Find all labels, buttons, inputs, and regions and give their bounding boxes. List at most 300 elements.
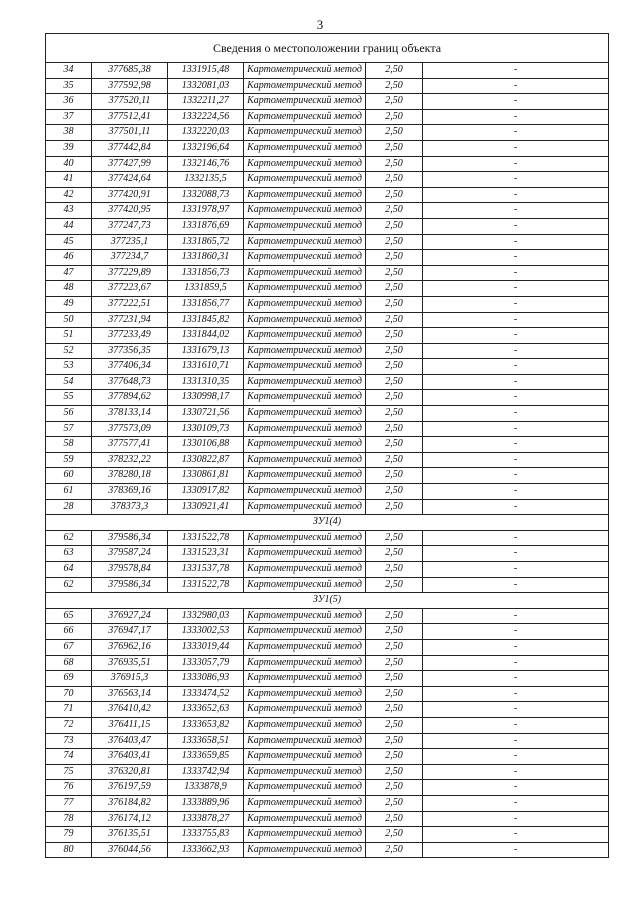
x-coordinate-cell: 377442,84 [92, 140, 168, 156]
x-coordinate-cell: 378373,3 [92, 499, 168, 515]
accuracy-cell: 2,50 [366, 296, 423, 312]
y-coordinate-cell: 1330998,17 [168, 390, 244, 406]
y-coordinate-cell: 1331859,5 [168, 281, 244, 297]
y-coordinate-cell: 1333474,52 [168, 686, 244, 702]
accuracy-cell: 2,50 [366, 203, 423, 219]
y-coordinate-cell: 1330917,82 [168, 484, 244, 500]
y-coordinate-cell: 1332135,5 [168, 172, 244, 188]
description-cell: - [423, 406, 609, 422]
table-row [46, 187, 609, 203]
description-cell: - [423, 343, 609, 359]
accuracy-cell: 2,50 [366, 406, 423, 422]
accuracy-cell: 2,50 [366, 250, 423, 266]
y-coordinate-cell: 1331610,71 [168, 359, 244, 375]
accuracy-cell: 2,50 [366, 140, 423, 156]
y-coordinate-cell: 1331537,78 [168, 562, 244, 578]
table-row [46, 717, 609, 733]
description-cell: - [423, 63, 609, 79]
description-cell: - [423, 562, 609, 578]
accuracy-cell: 2,50 [366, 671, 423, 687]
method-cell: Картометрический метод [244, 312, 366, 328]
method-cell: Картометрический метод [244, 749, 366, 765]
accuracy-cell: 2,50 [366, 546, 423, 562]
accuracy-cell: 2,50 [366, 468, 423, 484]
x-coordinate-cell: 377685,38 [92, 63, 168, 79]
y-coordinate-cell: 1332980,03 [168, 608, 244, 624]
accuracy-cell: 2,50 [366, 764, 423, 780]
method-cell: Картометрический метод [244, 577, 366, 593]
point-number-cell: 53 [46, 359, 92, 375]
description-cell: - [423, 312, 609, 328]
x-coordinate-cell: 376184,82 [92, 795, 168, 811]
table-row [46, 811, 609, 827]
table-row [46, 577, 609, 593]
method-cell: Картометрический метод [244, 546, 366, 562]
method-cell: Картометрический метод [244, 811, 366, 827]
y-coordinate-cell: 1330921,41 [168, 499, 244, 515]
description-cell: - [423, 109, 609, 125]
description-cell: - [423, 125, 609, 141]
table-row [46, 218, 609, 234]
table-row [46, 437, 609, 453]
method-cell: Картометрический метод [244, 437, 366, 453]
method-cell: Картометрический метод [244, 250, 366, 266]
y-coordinate-cell: 1331978,97 [168, 203, 244, 219]
table-row [46, 140, 609, 156]
description-cell: - [423, 265, 609, 281]
description-cell: - [423, 281, 609, 297]
description-cell: - [423, 140, 609, 156]
y-coordinate-cell: 1330106,88 [168, 437, 244, 453]
point-number-cell: 75 [46, 764, 92, 780]
y-coordinate-cell: 1333662,93 [168, 842, 244, 858]
method-cell: Картометрический метод [244, 63, 366, 79]
method-cell: Картометрический метод [244, 187, 366, 203]
x-coordinate-cell: 377233,49 [92, 328, 168, 344]
table-row [46, 156, 609, 172]
y-coordinate-cell: 1333889,96 [168, 795, 244, 811]
point-number-cell: 79 [46, 827, 92, 843]
table-row [46, 94, 609, 110]
point-number-cell: 67 [46, 639, 92, 655]
section-label: ЗУ1(4) [46, 515, 609, 531]
method-cell: Картометрический метод [244, 624, 366, 640]
accuracy-cell: 2,50 [366, 187, 423, 203]
accuracy-cell: 2,50 [366, 63, 423, 79]
point-number-cell: 56 [46, 406, 92, 422]
x-coordinate-cell: 378232,22 [92, 452, 168, 468]
table-row [46, 530, 609, 546]
y-coordinate-cell: 1332196,64 [168, 140, 244, 156]
x-coordinate-cell: 376044,56 [92, 842, 168, 858]
accuracy-cell: 2,50 [366, 109, 423, 125]
description-cell: - [423, 624, 609, 640]
table-row [46, 562, 609, 578]
boundary-coordinates-table [45, 33, 609, 858]
method-cell: Картометрический метод [244, 265, 366, 281]
description-cell: - [423, 842, 609, 858]
point-number-cell: 65 [46, 608, 92, 624]
accuracy-cell: 2,50 [366, 421, 423, 437]
table-row [46, 702, 609, 718]
point-number-cell: 55 [46, 390, 92, 406]
method-cell: Картометрический метод [244, 671, 366, 687]
description-cell: - [423, 452, 609, 468]
accuracy-cell: 2,50 [366, 780, 423, 796]
method-cell: Картометрический метод [244, 281, 366, 297]
method-cell: Картометрический метод [244, 296, 366, 312]
y-coordinate-cell: 1330721,56 [168, 406, 244, 422]
table-row [46, 125, 609, 141]
table-row [46, 655, 609, 671]
description-cell: - [423, 499, 609, 515]
section-row [46, 593, 609, 609]
accuracy-cell: 2,50 [366, 156, 423, 172]
y-coordinate-cell: 1331679,13 [168, 343, 244, 359]
table-row [46, 234, 609, 250]
point-number-cell: 59 [46, 452, 92, 468]
x-coordinate-cell: 376947,17 [92, 624, 168, 640]
point-number-cell: 80 [46, 842, 92, 858]
x-coordinate-cell: 376411,15 [92, 717, 168, 733]
description-cell: - [423, 530, 609, 546]
x-coordinate-cell: 377512,41 [92, 109, 168, 125]
table-row [46, 63, 609, 79]
point-number-cell: 60 [46, 468, 92, 484]
x-coordinate-cell: 376410,42 [92, 702, 168, 718]
table-row [46, 764, 609, 780]
x-coordinate-cell: 379586,34 [92, 530, 168, 546]
x-coordinate-cell: 377356,35 [92, 343, 168, 359]
accuracy-cell: 2,50 [366, 717, 423, 733]
table-row [46, 78, 609, 94]
accuracy-cell: 2,50 [366, 577, 423, 593]
table-row [46, 484, 609, 500]
method-cell: Картометрический метод [244, 686, 366, 702]
x-coordinate-cell: 377501,11 [92, 125, 168, 141]
page-number: 3 [316, 17, 324, 32]
accuracy-cell: 2,50 [366, 390, 423, 406]
section-label: ЗУ1(5) [46, 593, 609, 609]
table-row [46, 421, 609, 437]
accuracy-cell: 2,50 [366, 437, 423, 453]
table-row [46, 265, 609, 281]
y-coordinate-cell: 1333652,63 [168, 702, 244, 718]
description-cell: - [423, 374, 609, 390]
point-number-cell: 63 [46, 546, 92, 562]
point-number-cell: 78 [46, 811, 92, 827]
point-number-cell: 52 [46, 343, 92, 359]
x-coordinate-cell: 377894,62 [92, 390, 168, 406]
x-coordinate-cell: 376320,81 [92, 764, 168, 780]
table-row [46, 639, 609, 655]
table-row [46, 406, 609, 422]
y-coordinate-cell: 1333878,9 [168, 780, 244, 796]
accuracy-cell: 2,50 [366, 530, 423, 546]
accuracy-cell: 2,50 [366, 265, 423, 281]
x-coordinate-cell: 379578,84 [92, 562, 168, 578]
description-cell: - [423, 187, 609, 203]
y-coordinate-cell: 1331856,73 [168, 265, 244, 281]
table-row [46, 686, 609, 702]
point-number-cell: 76 [46, 780, 92, 796]
point-number-cell: 49 [46, 296, 92, 312]
accuracy-cell: 2,50 [366, 639, 423, 655]
table-row [46, 827, 609, 843]
point-number-cell: 36 [46, 94, 92, 110]
y-coordinate-cell: 1331856,77 [168, 296, 244, 312]
x-coordinate-cell: 377235,1 [92, 234, 168, 250]
table-row [46, 312, 609, 328]
method-cell: Картометрический метод [244, 328, 366, 344]
point-number-cell: 66 [46, 624, 92, 640]
point-number-cell: 46 [46, 250, 92, 266]
x-coordinate-cell: 377406,34 [92, 359, 168, 375]
method-cell: Картометрический метод [244, 452, 366, 468]
method-cell: Картометрический метод [244, 203, 366, 219]
point-number-cell: 45 [46, 234, 92, 250]
point-number-cell: 58 [46, 437, 92, 453]
accuracy-cell: 2,50 [366, 343, 423, 359]
table-row [46, 328, 609, 344]
table-title-row [46, 34, 609, 63]
table-row [46, 296, 609, 312]
table-row [46, 546, 609, 562]
table-row [46, 281, 609, 297]
method-cell: Картометрический метод [244, 499, 366, 515]
method-cell: Картометрический метод [244, 842, 366, 858]
x-coordinate-cell: 377234,7 [92, 250, 168, 266]
point-number-cell: 51 [46, 328, 92, 344]
description-cell: - [423, 78, 609, 94]
accuracy-cell: 2,50 [366, 281, 423, 297]
method-cell: Картометрический метод [244, 608, 366, 624]
section-row [46, 515, 609, 531]
table-row [46, 343, 609, 359]
description-cell: - [423, 608, 609, 624]
y-coordinate-cell: 1330822,87 [168, 452, 244, 468]
x-coordinate-cell: 377229,89 [92, 265, 168, 281]
method-cell: Картометрический метод [244, 343, 366, 359]
accuracy-cell: 2,50 [366, 374, 423, 390]
y-coordinate-cell: 1330861,81 [168, 468, 244, 484]
x-coordinate-cell: 377420,95 [92, 203, 168, 219]
method-cell: Картометрический метод [244, 780, 366, 796]
point-number-cell: 35 [46, 78, 92, 94]
point-number-cell: 57 [46, 421, 92, 437]
description-cell: - [423, 250, 609, 266]
method-cell: Картометрический метод [244, 702, 366, 718]
x-coordinate-cell: 377420,91 [92, 187, 168, 203]
accuracy-cell: 2,50 [366, 78, 423, 94]
method-cell: Картометрический метод [244, 717, 366, 733]
x-coordinate-cell: 376403,47 [92, 733, 168, 749]
description-cell: - [423, 827, 609, 843]
point-number-cell: 64 [46, 562, 92, 578]
y-coordinate-cell: 1331865,72 [168, 234, 244, 250]
y-coordinate-cell: 1332146,76 [168, 156, 244, 172]
x-coordinate-cell: 377231,94 [92, 312, 168, 328]
description-cell: - [423, 639, 609, 655]
description-cell: - [423, 437, 609, 453]
point-number-cell: 47 [46, 265, 92, 281]
point-number-cell: 41 [46, 172, 92, 188]
description-cell: - [423, 702, 609, 718]
x-coordinate-cell: 377223,67 [92, 281, 168, 297]
x-coordinate-cell: 377247,73 [92, 218, 168, 234]
x-coordinate-cell: 377592,98 [92, 78, 168, 94]
method-cell: Картометрический метод [244, 109, 366, 125]
x-coordinate-cell: 376935,51 [92, 655, 168, 671]
point-number-cell: 62 [46, 577, 92, 593]
point-number-cell: 74 [46, 749, 92, 765]
y-coordinate-cell: 1331844,02 [168, 328, 244, 344]
method-cell: Картометрический метод [244, 234, 366, 250]
description-cell: - [423, 780, 609, 796]
accuracy-cell: 2,50 [366, 749, 423, 765]
table-row [46, 624, 609, 640]
description-cell: - [423, 686, 609, 702]
description-cell: - [423, 421, 609, 437]
accuracy-cell: 2,50 [366, 172, 423, 188]
method-cell: Картометрический метод [244, 733, 366, 749]
point-number-cell: 40 [46, 156, 92, 172]
method-cell: Картометрический метод [244, 421, 366, 437]
y-coordinate-cell: 1331523,31 [168, 546, 244, 562]
y-coordinate-cell: 1333057,79 [168, 655, 244, 671]
accuracy-cell: 2,50 [366, 655, 423, 671]
accuracy-cell: 2,50 [366, 499, 423, 515]
y-coordinate-cell: 1333002,53 [168, 624, 244, 640]
x-coordinate-cell: 376174,12 [92, 811, 168, 827]
point-number-cell: 43 [46, 203, 92, 219]
point-number-cell: 28 [46, 499, 92, 515]
description-cell: - [423, 717, 609, 733]
x-coordinate-cell: 378369,16 [92, 484, 168, 500]
description-cell: - [423, 296, 609, 312]
y-coordinate-cell: 1331876,69 [168, 218, 244, 234]
x-coordinate-cell: 377222,51 [92, 296, 168, 312]
accuracy-cell: 2,50 [366, 733, 423, 749]
description-cell: - [423, 749, 609, 765]
point-number-cell: 73 [46, 733, 92, 749]
x-coordinate-cell: 377577,41 [92, 437, 168, 453]
y-coordinate-cell: 1333086,93 [168, 671, 244, 687]
x-coordinate-cell: 377520,11 [92, 94, 168, 110]
accuracy-cell: 2,50 [366, 234, 423, 250]
point-number-cell: 61 [46, 484, 92, 500]
y-coordinate-cell: 1331522,78 [168, 530, 244, 546]
x-coordinate-cell: 379586,34 [92, 577, 168, 593]
method-cell: Картометрический метод [244, 78, 366, 94]
y-coordinate-cell: 1333658,51 [168, 733, 244, 749]
description-cell: - [423, 546, 609, 562]
accuracy-cell: 2,50 [366, 842, 423, 858]
table-row [46, 671, 609, 687]
point-number-cell: 34 [46, 63, 92, 79]
x-coordinate-cell: 376962,16 [92, 639, 168, 655]
method-cell: Картометрический метод [244, 468, 366, 484]
y-coordinate-cell: 1333755,83 [168, 827, 244, 843]
table-row [46, 359, 609, 375]
y-coordinate-cell: 1333019,44 [168, 639, 244, 655]
x-coordinate-cell: 376135,51 [92, 827, 168, 843]
description-cell: - [423, 795, 609, 811]
table-row [46, 749, 609, 765]
table-body [46, 34, 609, 858]
accuracy-cell: 2,50 [366, 328, 423, 344]
point-number-cell: 69 [46, 671, 92, 687]
accuracy-cell: 2,50 [366, 795, 423, 811]
method-cell: Картометрический метод [244, 172, 366, 188]
description-cell: - [423, 172, 609, 188]
accuracy-cell: 2,50 [366, 484, 423, 500]
method-cell: Картометрический метод [244, 156, 366, 172]
point-number-cell: 62 [46, 530, 92, 546]
x-coordinate-cell: 376927,24 [92, 608, 168, 624]
x-coordinate-cell: 378133,14 [92, 406, 168, 422]
description-cell: - [423, 484, 609, 500]
y-coordinate-cell: 1331845,82 [168, 312, 244, 328]
method-cell: Картометрический метод [244, 406, 366, 422]
accuracy-cell: 2,50 [366, 686, 423, 702]
table-row [46, 250, 609, 266]
method-cell: Картометрический метод [244, 484, 366, 500]
x-coordinate-cell: 376915,3 [92, 671, 168, 687]
point-number-cell: 72 [46, 717, 92, 733]
description-cell: - [423, 234, 609, 250]
y-coordinate-cell: 1332224,56 [168, 109, 244, 125]
description-cell: - [423, 359, 609, 375]
method-cell: Картометрический метод [244, 530, 366, 546]
y-coordinate-cell: 1332088,73 [168, 187, 244, 203]
point-number-cell: 50 [46, 312, 92, 328]
accuracy-cell: 2,50 [366, 608, 423, 624]
accuracy-cell: 2,50 [366, 312, 423, 328]
table-row [46, 203, 609, 219]
table-row [46, 608, 609, 624]
description-cell: - [423, 468, 609, 484]
table-row [46, 780, 609, 796]
method-cell: Картометрический метод [244, 390, 366, 406]
y-coordinate-cell: 1332211,27 [168, 94, 244, 110]
accuracy-cell: 2,50 [366, 827, 423, 843]
table-row [46, 499, 609, 515]
description-cell: - [423, 733, 609, 749]
point-number-cell: 54 [46, 374, 92, 390]
method-cell: Картометрический метод [244, 125, 366, 141]
y-coordinate-cell: 1333878,27 [168, 811, 244, 827]
x-coordinate-cell: 377573,09 [92, 421, 168, 437]
accuracy-cell: 2,50 [366, 452, 423, 468]
point-number-cell: 68 [46, 655, 92, 671]
y-coordinate-cell: 1332220,03 [168, 125, 244, 141]
y-coordinate-cell: 1331860,31 [168, 250, 244, 266]
method-cell: Картометрический метод [244, 827, 366, 843]
point-number-cell: 38 [46, 125, 92, 141]
y-coordinate-cell: 1331522,78 [168, 577, 244, 593]
y-coordinate-cell: 1333659,85 [168, 749, 244, 765]
point-number-cell: 37 [46, 109, 92, 125]
table-row [46, 795, 609, 811]
y-coordinate-cell: 1330109,73 [168, 421, 244, 437]
accuracy-cell: 2,50 [366, 359, 423, 375]
point-number-cell: 71 [46, 702, 92, 718]
table-row [46, 109, 609, 125]
description-cell: - [423, 655, 609, 671]
accuracy-cell: 2,50 [366, 562, 423, 578]
x-coordinate-cell: 378280,18 [92, 468, 168, 484]
